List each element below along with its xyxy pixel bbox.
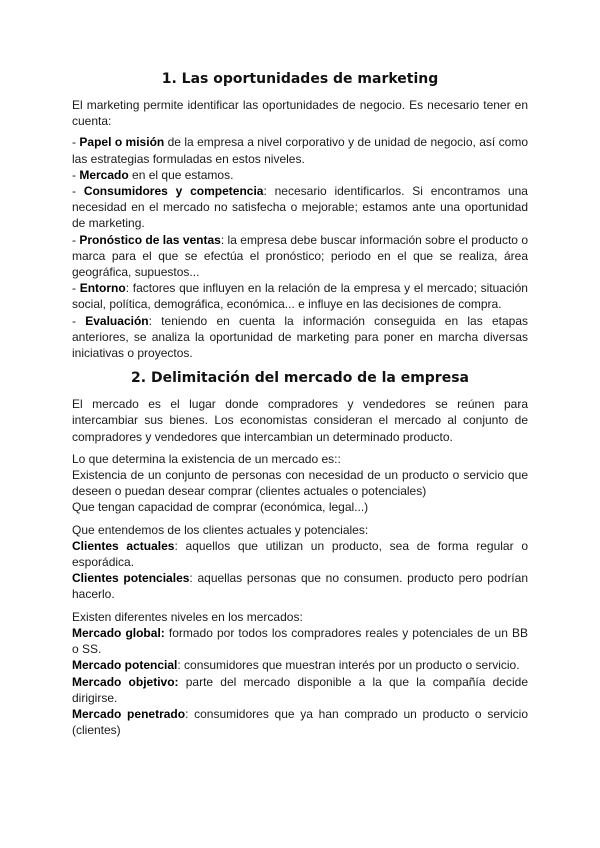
- section-1-title: 1. Las oportunidades de marketing: [161, 71, 439, 87]
- section-oportunidades: [72, 70, 528, 361]
- section-1-intro: El marketing permite identificar las oportunidades de negocio. Es necesario tener en cuenta:: [72, 98, 528, 129]
- clientes-lead: Que entendemos de los clientes actuales y potenciales:: [72, 522, 369, 537]
- item-term: Mercado potencial: [72, 658, 178, 673]
- section-2-intro: El mercado es el lugar donde compradores y vendedores se reúnen para intercambiar sus bienes. Los economistas consideran el mercado al conjunto de compradores y vendedores que intercambian un determinado producto.: [72, 397, 528, 444]
- item-term: Entorno: [79, 281, 126, 296]
- list-item: Mercado objetivo: parte del mercado disponible a la que la compañía decide dirigirse.: [72, 674, 528, 705]
- section-delimitacion: [72, 369, 528, 738]
- list-item: - Consumidores y competencia: necesario identificarlos. Si encontramos una necesidad en el mercado no satisfecha o mejorable; estamos ante una oportunidad de marketing.: [72, 184, 528, 231]
- item-term: Clientes potenciales: [72, 571, 190, 586]
- determina-lead: Lo que determina la existencia de un mercado es::: [72, 451, 341, 466]
- item-term: Consumidores y competencia: [83, 184, 264, 199]
- niveles-lead: Existen diferentes niveles en los mercados:: [72, 609, 303, 624]
- item-term: Papel o misión: [79, 135, 165, 150]
- item-term: Pronóstico de las ventas: [79, 232, 221, 247]
- list-item: - Papel o misión de la empresa a nivel corporativo y de unidad de negocio, así como las estrategias formuladas en estos niveles.: [72, 135, 528, 166]
- list-item: - Mercado en el que estamos.: [72, 167, 234, 182]
- item-term: Mercado global:: [72, 625, 165, 640]
- item-term: Mercado penetrado: [72, 706, 186, 721]
- item-term: Mercado: [79, 167, 129, 182]
- list-item: Clientes actuales: aquellos que utilizan un producto, sea de forma regular o esporádica.: [72, 538, 529, 570]
- determina-line: Que tengan capacidad de comprar (económica, legal...): [72, 500, 369, 515]
- list-item: - Entorno: factores que influyen en la relación de la empresa y el mercado; situación social, política, demográfica, económica... e influye en las decisiones de compra.: [72, 281, 528, 312]
- item-term: Evaluación: [85, 313, 149, 328]
- determina-line: Existencia de un conjunto de personas con necesidad de un producto o servicio que deseen o puedan desear comprar (clientes actuales o potenciales): [72, 468, 528, 499]
- list-item: - Evaluación: teniendo en cuenta la información conseguida en las etapas anteriores, se analiza la oportunidad de marketing para poner en marcha diversas iniciativas o proyectos.: [72, 313, 528, 361]
- item-term: Clientes actuales: [72, 538, 175, 553]
- section-2-title: 2. Delimitación del mercado de la empresa: [131, 370, 469, 387]
- list-item: Mercado penetrado: consumidores que ya han comprado un producto o servicio (clientes): [72, 706, 528, 738]
- list-item: Clientes potenciales: aquellas personas que no consumen. producto pero podrían hacerlo.: [72, 571, 528, 602]
- item-term: Mercado objetivo:: [72, 674, 179, 689]
- list-item: - Pronóstico de las ventas: la empresa debe buscar información sobre el producto o marca para el que se efectúa el pronóstico; periodo en el que se realiza, área geográfica, supuestos...: [72, 232, 528, 280]
- list-item: Mercado global: formado por todos los compradores reales y potenciales de un BB o SS.: [72, 625, 528, 657]
- list-item: Mercado potencial: consumidores que muestran interés por un producto o servicio.: [72, 658, 520, 673]
